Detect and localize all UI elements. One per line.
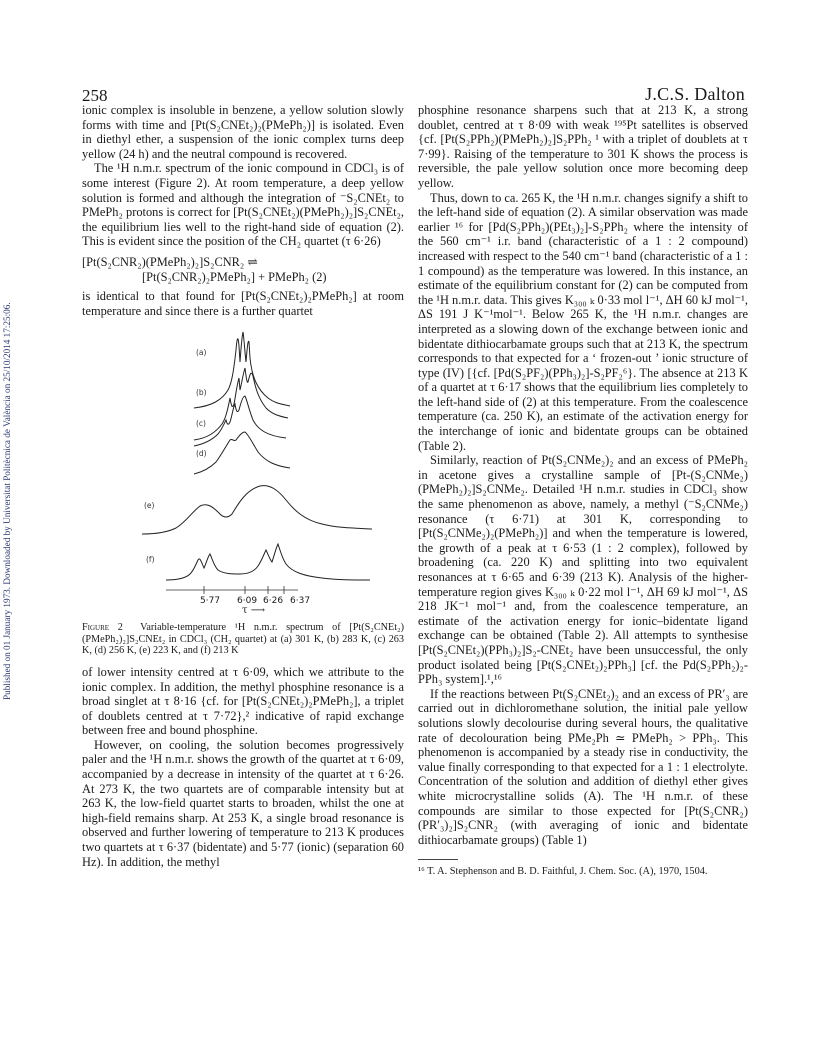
trace-label-a: (a): [196, 348, 207, 358]
right-paragraph-2: Thus, down to ca. 265 K, the ¹H n.m.r. changes signify a shift to the left-hand side of equation (2). A similar observation was made earlier ¹⁶ for [Pd(S₂PPh₂)(PEt₃)₂]-S₂PPh₂ where the intensity of the 560 cm⁻¹ i.r. band (characteristic of a 1 : 2 compound) increased with respect to the 540 cm⁻¹ band (characteristic of a 1 : 1 compound) as the temperature was lowered. In this instance, an estimate of the equilibrium constant for (2) can be computed from the ¹H n.m.r. data. This gives K₃₀₀ ₖ 0·33 mol l⁻¹, ΔH 60 kJ mol⁻¹, ΔS 191 J K⁻¹mol⁻¹. Below 265 K, the ¹H n.m.r. changes are interpreted as a slowing down of the exchange between ionic and bidentate dithiocarbamate groups such that at 213 K, the spectrum corresponds to that expected for a ‘ frozen-out ’ ionic structure of type (IV) [{cf. [Pd(S₂PF₂)(PPh₃)₂]-S₂PF₂⁶}. The absence at 213 K of a quartet at τ 6·17 shows that the equilibrium lies completely to the left-hand side of (2) at this temperature. From the coalescence temperature (ca. 250 K), an estimate of the activation energy for the interchange of ionic and bidentate groups can be obtained (Table 2).: [418, 190, 748, 453]
tick-label-626: 6·26: [263, 596, 284, 607]
left-paragraph-5: However, on cooling, the solution becomes progressively paler and the ¹H n.m.r. shows the growth of the quartet at τ 6·09, accompanied by a decrease in intensity of the quartet at τ 6·26. At 273 K, the two quartets are of comparable intensity but at 263 K, the low-field quartet starts to broaden, whilst the one at high-field remains sharp. At 253 K, a single broad resonance is observed and further lowering of temperature to 213 K produces two quartets at τ 6·37 (bidentate) and 5·77 (ionic) (separation 60 Hz). In addition, the methyl: [82, 737, 404, 869]
page-number: 258: [82, 86, 108, 105]
spectrum-trace-f: [166, 544, 370, 580]
right-paragraph-4: If the reactions between Pt(S₂CNEt₂)₂ and an excess of PR′₃ are carried out in dichloromethane solution, the initial pale yellow solutions slowly decolourise during several hours, the qualitative rate of decolouration being PMe₂Ph ≃ PMePh₂ > PPh₃. This phenomenon is accompanied by a steady rise in conductivity, the value finally corresponding to that expected for a 1 : 1 electrolyte. Concentration of the solution and addition of diethyl ether gives white microcrystalline solids (A). The ¹H n.m.r. of these compounds are similar to those expected for [Pt(S₂CNR₂)(PR′₃)₂]S₂CNR₂ (with averaging of ionic and bidentate dithiocarbamate groups) (Table 1): [418, 686, 748, 847]
left-paragraph-2: The ¹H n.m.r. spectrum of the ionic compound in CDCl₃ is of some interest (Figure 2). At room temperature, a deep yellow solution is formed and although the integration of ⁻S₂CNEt₂ to PMePh₂ protons is correct for [Pt(S₂CNEt₂)(PMePh₂)₂]S₂CNEt₂, the equilibrium lies well to the right-hand side of equation (2). This is evident since the position of the CH₂ quartet (τ 6·26): [82, 161, 404, 249]
tick-label-577: 5·77: [200, 596, 221, 607]
footnote-16: ¹⁶ T. A. Stephenson and B. D. Faithful, J. Chem. Soc. (A), 1970, 1504.: [418, 866, 708, 878]
journal-name: J.C.S. Dalton: [645, 84, 745, 104]
equation-line-2: [Pt(S₂CNR₂)₂PMePh₂] + PMePh₂ (2): [142, 269, 327, 284]
figure-caption: [82, 622, 404, 657]
footnote-divider: [418, 859, 458, 860]
right-paragraph-1: phosphine resonance sharpens such that at 213 K, a strong doublet, centred at τ 8·09 with weak ¹⁹⁵Pt satellites is observed {cf. [Pt(S₂PPh₂)(PMePh₂)₂]S₂PPh₂ ¹ with a triplet of doublets at τ 7·99}. Raising of the temperature to 301 K shows the process is reversible, the pale yellow solution once more becoming deep yellow.: [418, 103, 748, 190]
left-paragraph-4: of lower intensity centred at τ 6·09, which we attribute to the ionic complex. In addition, the methyl phosphine resonance is a broad singlet at τ 8·16 {cf. for [Pt(S₂CNEt₂)₂PMePh₂], a triplet of doublets centred at τ 7·72},² indicative of rapid exchange between free and bound phosphine.: [82, 664, 404, 738]
right-paragraph-3: Similarly, reaction of Pt(S₂CNMe₂)₂ and an excess of PMePh₂ in acetone gives a crystalline sample of [Pt-(S₂CNMe₂)(PMePh₂)₂]S₂CNMe₂. Detailed ¹H n.m.r. studies in CDCl₃ show the same phenomenon as above, namely, a methyl (⁻S₂CNMe₂) resonance (τ 6·71) at 301 K, corresponding to [Pt(S₂CNMe₂)₂(PMePh₂)] and when the temperature is lowered, the growth of a peak at τ 6·53 (1 : 2 complex), followed by broadening (ca. 220 K) and splitting into two equivalent resonances at τ 6·65 and 6·39 (213 K). Analysis of the higher-temperature region gives K₃₀₀ ₖ 0·22 mol l⁻¹, ΔH 69 kJ mol⁻¹, ΔS 218 JK⁻¹ mol⁻¹ and, from the coalescence temperature, an estimate of the activation energy for ionic–bidentate ligand exchange can be obtained (Table 2). All attempts to synthesise [Pt(S₂CNEt₂)(PPh₃)₂]S₂-CNEt₂ have been unsuccessful, the only product isolated being [Pt(S₂CNEt₂)₂PPh₃] [cf. the Pd(S₂PPh₂)₂-PPh₃ system].¹,¹⁶: [418, 453, 748, 687]
trace-label-c: (c): [196, 419, 206, 429]
tau-axis-unit: τ ⟶: [242, 605, 266, 617]
equation-line-1: [Pt(S₂CNR₂)(PMePh₂)₂]S₂CNR₂ ⇌: [82, 254, 258, 269]
left-paragraph-3: is identical to that found for [Pt(S₂CNEt₂)₂PMePh₂] at room temperature and since there is a further quartet: [82, 288, 404, 318]
caption-head: Figure 2: [82, 622, 123, 634]
trace-label-f: (f): [146, 555, 155, 565]
caption-text: Variable-temperature ¹H n.m.r. spectrum of [Pt(S₂CNEt₂)(PMePh₂)₂]S₂CNEt₂ in CDCl₃ (CH₂ quartet) at (a) 301 K, (b) 283 K, (c) 263 K, (d) 256 K, (e) 223 K, and (f) 213 K: [82, 622, 404, 657]
spectrum-trace-a: [194, 332, 290, 408]
left-paragraph-1: ionic complex is insoluble in benzene, a yellow solution slowly forms with time and [Pt(S₂CNEt₂)₂(PMePh₂)] is isolated. Even in diethyl ether, a suspension of the ionic complex turns deep yellow (24 h) and the neutral compound is recovered.: [82, 103, 404, 161]
equation-2: [82, 255, 404, 285]
nmr-figure: [82, 328, 404, 600]
spectrum-trace-c: [194, 396, 286, 446]
tau-axis-labels: [82, 594, 404, 618]
nmr-spectra-svg: [82, 328, 404, 600]
download-watermark: Published on 01 January 1973. Downloaded by Universitat Politècnica de València on 25/10/2014 17:25:06.: [2, 302, 12, 700]
left-column: [82, 103, 404, 869]
spectrum-trace-d: [194, 432, 290, 474]
trace-label-d: (d): [196, 449, 207, 459]
tick-label-609: 6·09: [237, 596, 258, 607]
trace-label-e: (e): [144, 501, 155, 511]
tick-label-637: 6·37: [290, 596, 311, 607]
trace-label-b: (b): [196, 388, 207, 398]
spectrum-trace-e: [142, 486, 372, 534]
right-column: [418, 103, 748, 878]
